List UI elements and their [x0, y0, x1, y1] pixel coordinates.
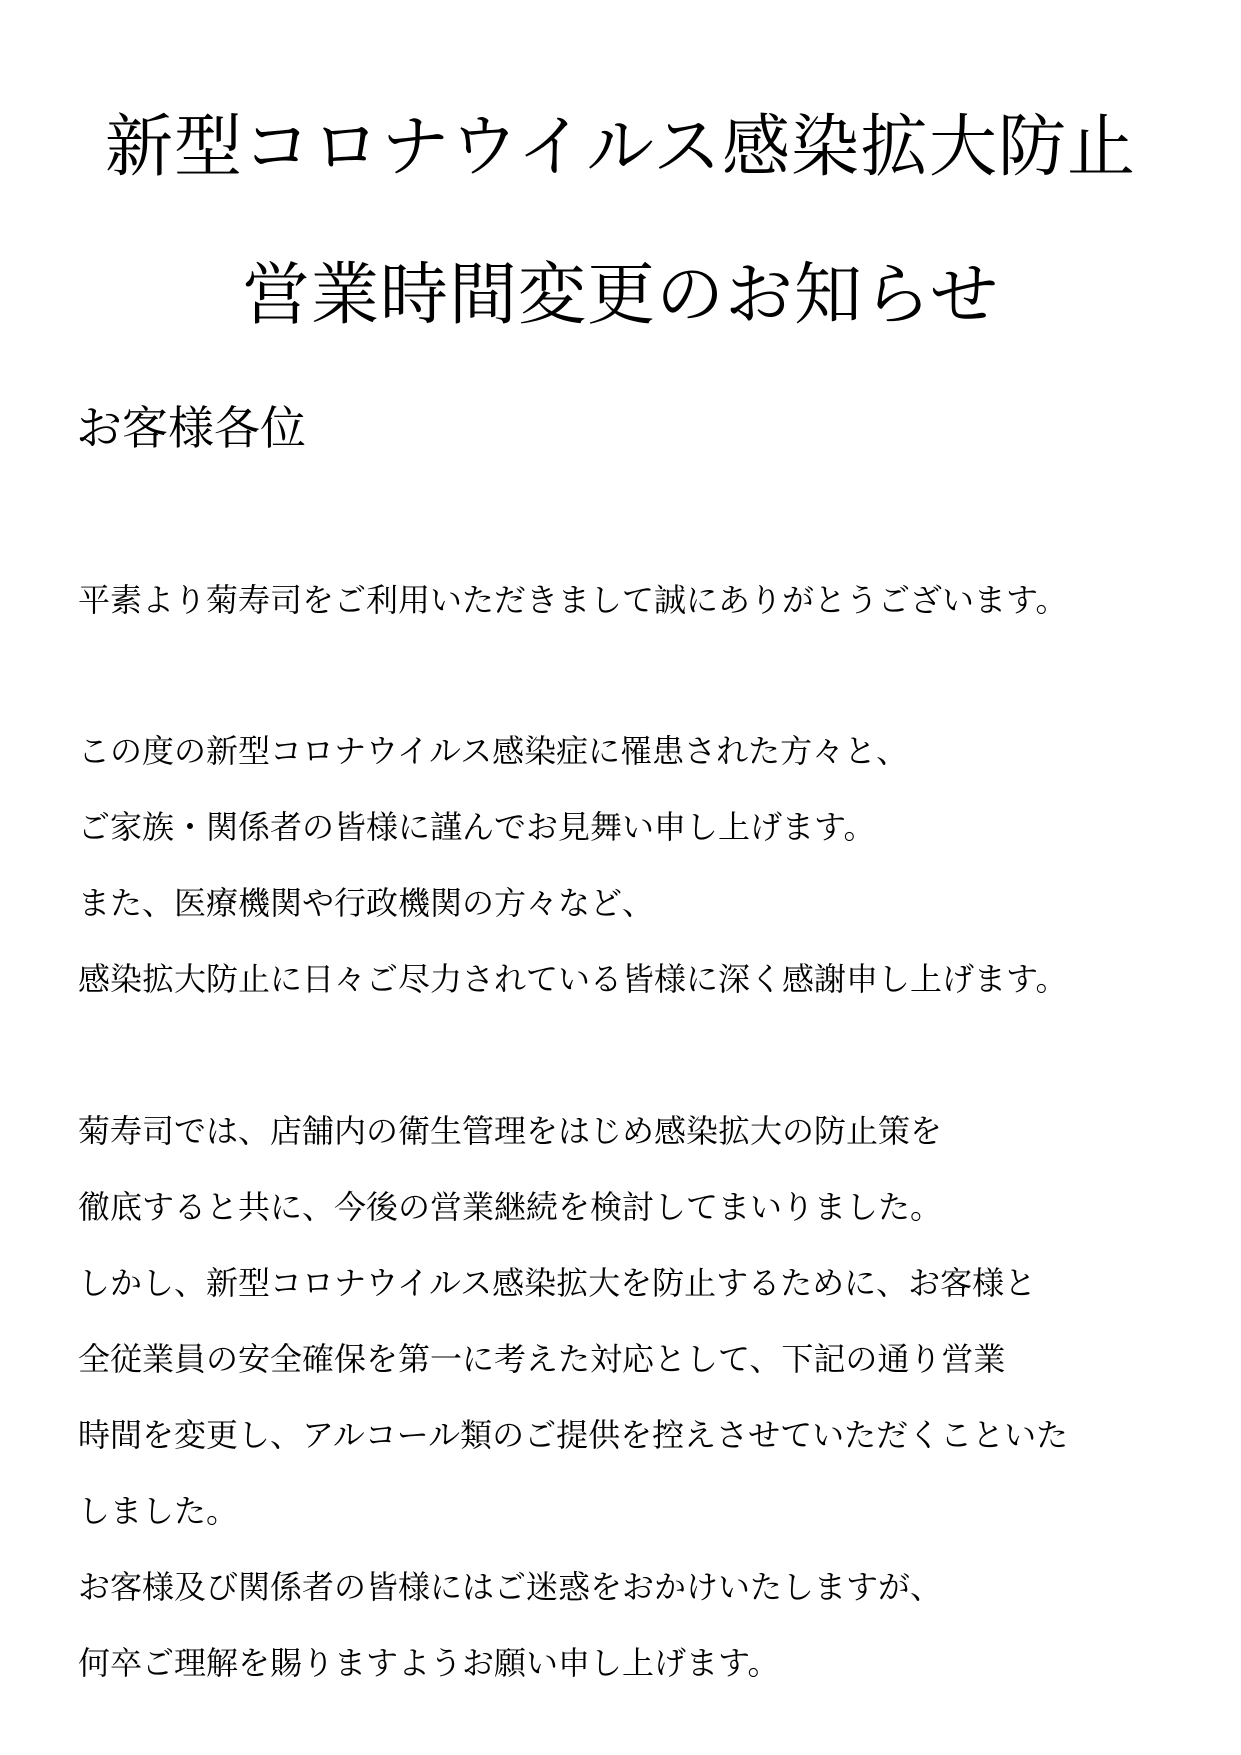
- body-line: 全従業員の安全確保を第一に考えた対応として、下記の通り営業: [78, 1340, 1006, 1378]
- body-line: 菊寿司では、店舗内の衛生管理をはじめ感染拡大の防止策を: [78, 1112, 943, 1150]
- body-line: 時間を変更し、アルコール類のご提供を控えさせていただくこといた: [78, 1416, 1069, 1454]
- body-line: しかし、新型コロナウイルス感染拡大を防止するために、お客様と: [78, 1264, 1037, 1302]
- body-line: また、医療機関や行政機関の方々など、: [78, 884, 655, 922]
- body-line: 徹底すると共に、今後の営業継続を検討してまいりました。: [78, 1188, 943, 1226]
- body-line: 感染拡大防止に日々ご尽力されている皆様に深く感謝申し上げます。: [78, 960, 1068, 998]
- body-line: 何卒ご理解を賜りますようお願い申し上げます。: [78, 1644, 780, 1682]
- body-line: この度の新型コロナウイルス感染症に罹患された方々と、: [78, 732, 909, 770]
- title-line-2: 営業時間変更のお知らせ: [242, 256, 999, 335]
- body-line: しました。: [78, 1492, 239, 1530]
- body-line: お客様及び関係者の皆様にはご迷惑をおかけいたしますが、: [78, 1568, 943, 1606]
- body-line: 平素より菊寿司をご利用いただきまして誠にありがとうございます。: [78, 581, 1068, 619]
- body-line: ご家族・関係者の皆様に謹んでお見舞い申し上げます。: [78, 808, 876, 846]
- salutation: お客様各位: [76, 401, 306, 455]
- title-line-1: 新型コロナウイルス感染拡大防止: [105, 108, 1136, 187]
